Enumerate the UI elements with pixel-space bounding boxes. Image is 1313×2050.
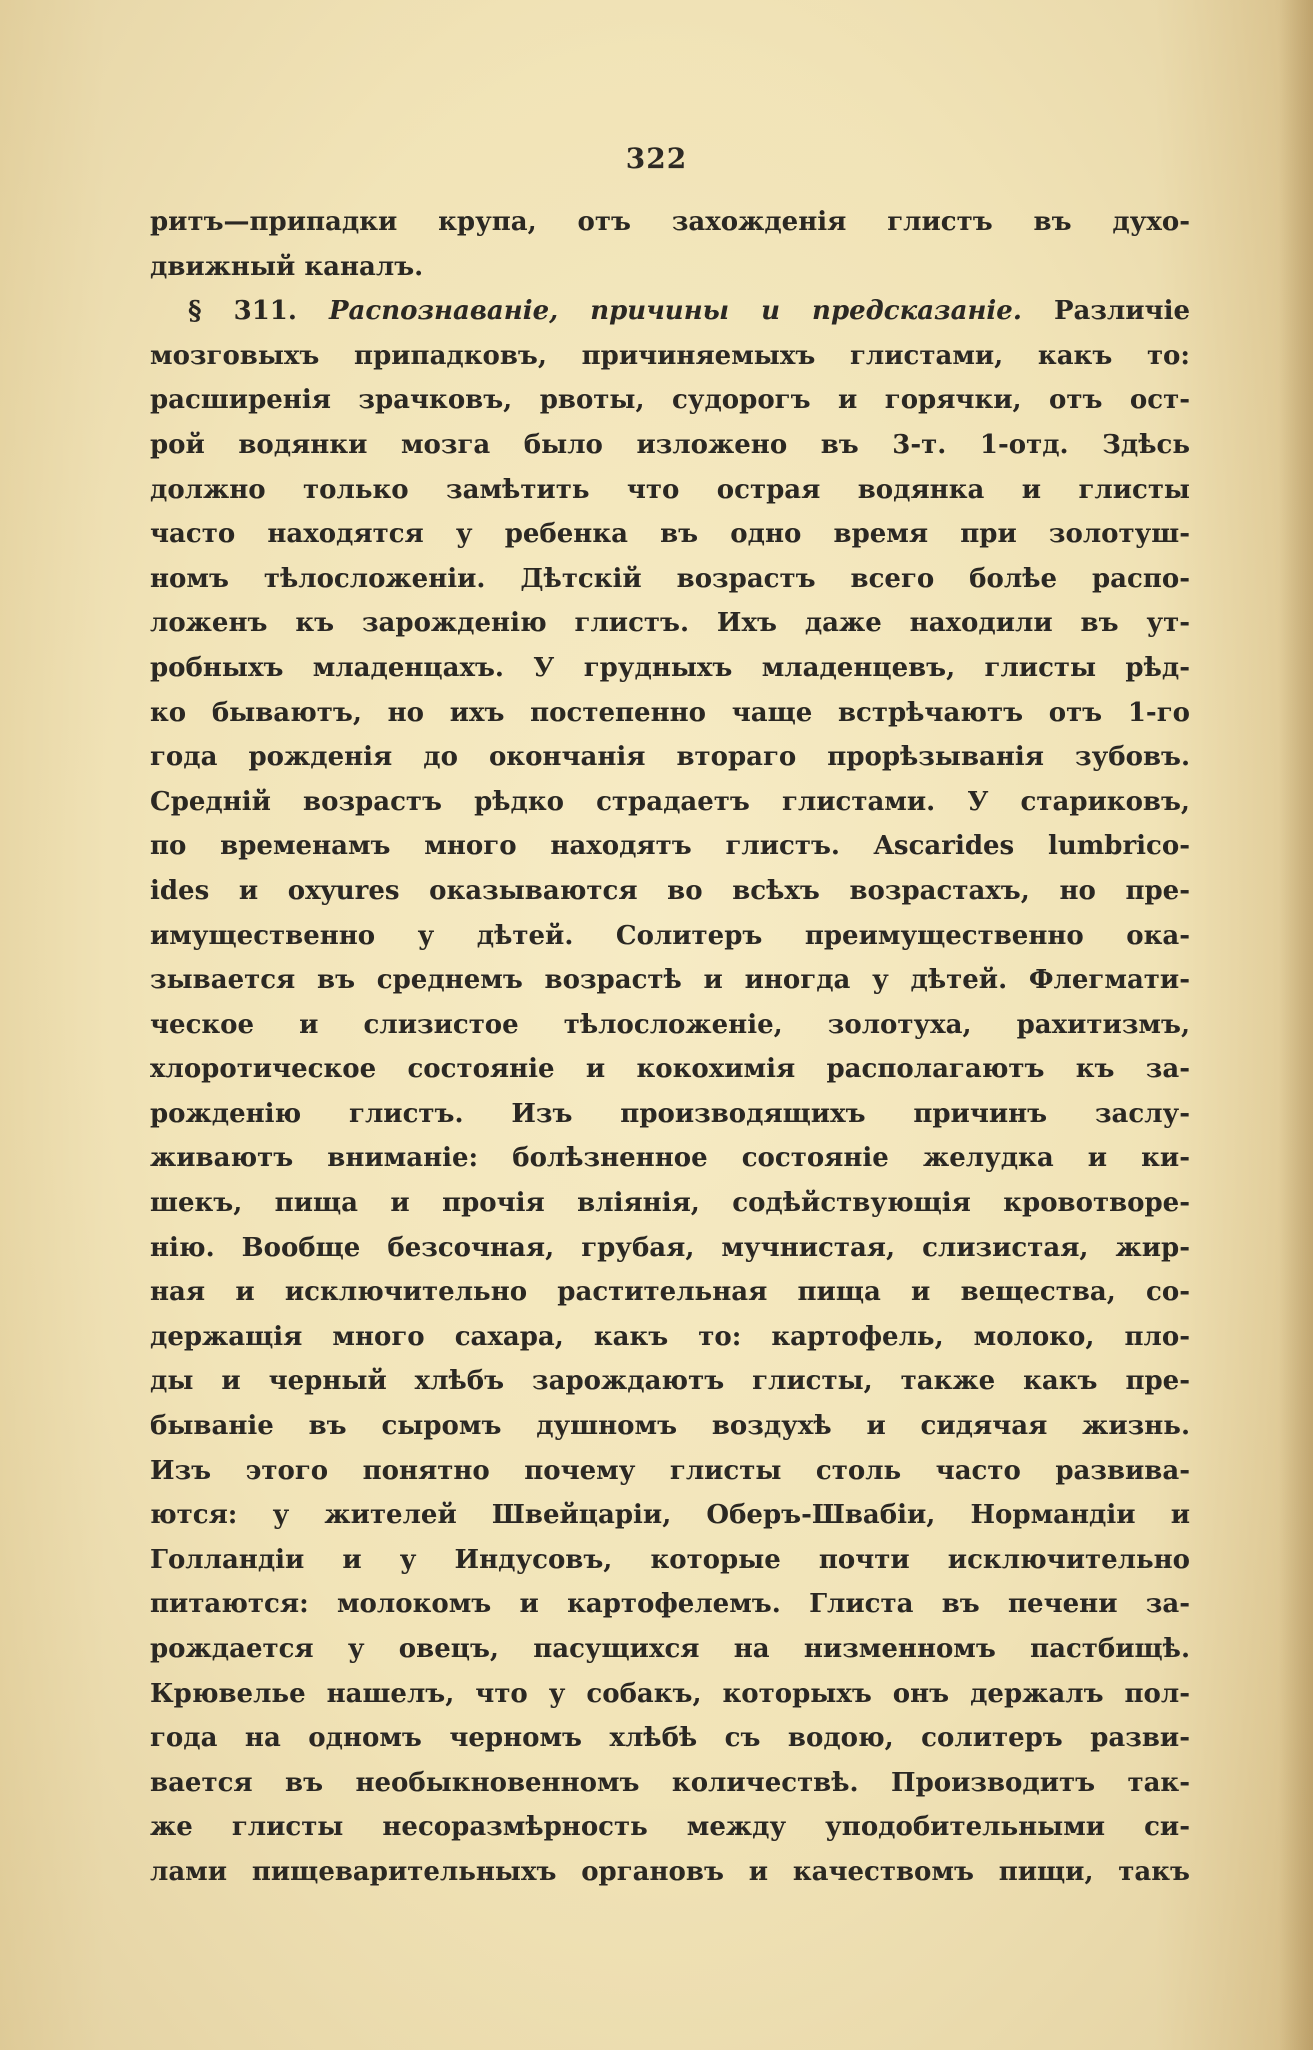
text-line: бываніе въ сыромъ душномъ воздухѣ и сидячая жизнь. [150, 1411, 1190, 1442]
text-line: Голландіи и у Индусовъ, которые почти исключительно [150, 1544, 1190, 1575]
text-line: ides и oxyures оказываются во всѣхъ возрастахъ, но пре- [150, 875, 1190, 906]
text-line: робныхъ младенцахъ. У грудныхъ младенцевъ, глисты рѣд- [150, 652, 1190, 683]
text-line: рождается у овецъ, пасущихся на низменномъ пастбищѣ. [150, 1634, 1190, 1664]
text-line: же глисты несоразмѣрность между уподобительными си- [150, 1812, 1190, 1843]
text-line: зывается въ среднемъ возрастѣ и иногда у дѣтей. Флегмати- [150, 965, 1190, 996]
text-line: рой водянки мозга было изложено въ 3-т. 1-отд. Здѣсь [150, 429, 1190, 460]
text-line: рожденію глистъ. Изъ производящихъ причинъ заслу- [150, 1098, 1190, 1129]
text-line: Крювелье нашелъ, что у собакъ, которыхъ онъ держалъ пол- [150, 1678, 1190, 1709]
text-line: Средній возрастъ рѣдко страдаетъ глистами. У стариковъ, [150, 786, 1190, 817]
section-start-line [150, 289, 1190, 334]
page-number: 322 [625, 142, 688, 175]
text-line: хлоротическое состояніе и кокохимія располагаютъ къ за- [150, 1054, 1190, 1085]
text-line: должно только замѣтить что острая водянка и глисты [150, 474, 1190, 505]
text-line: ко бываютъ, но ихъ постепенно чаще встрѣчаютъ отъ 1-го [150, 697, 1190, 728]
text-line: вается въ необыкновенномъ количествѣ. Производитъ так- [150, 1767, 1190, 1798]
text-line-fragment: Различіе [1053, 296, 1190, 327]
text-line: по временамъ много находятъ глистъ. Ascarides lumbrico- [150, 831, 1190, 862]
text-line: лами пищеварительныхъ органовъ и качествомъ пищи, такъ [150, 1856, 1190, 1887]
text-line: ды и черный хлѣбъ зарождаютъ глисты, также какъ пре- [150, 1366, 1190, 1397]
text-line: шекъ, пища и прочія вліянія, содѣйствующія кровотворе- [150, 1188, 1190, 1219]
text-line: ческое и слизистое тѣлосложеніе, золотуха, рахитизмъ, [150, 1009, 1190, 1040]
text-line: ритъ—припадки крупа, отъ захожденія глистъ въ духо- [150, 207, 1190, 237]
text-line: мозговыхъ припадковъ, причиняемыхъ глистами, какъ то: [150, 340, 1190, 371]
text-line: питаются: молокомъ и картофелемъ. Глиста въ печени за- [150, 1589, 1190, 1620]
text-line: Изъ этого понятно почему глисты столь часто развива- [150, 1455, 1190, 1486]
text-line: года на одномъ черномъ хлѣбѣ съ водою, солитеръ разви- [150, 1723, 1190, 1754]
text-line: живаютъ вниманіе: болѣзненное состояніе желудка и ки- [150, 1143, 1190, 1174]
text-line: ложенъ къ зарожденію глистъ. Ихъ даже находили въ ут- [150, 608, 1190, 639]
text-line: держащія много сахара, какъ то: картофель, молоко, пло- [150, 1321, 1190, 1352]
section-heading: Распознаванiе, причины и предсказанiе. [328, 296, 1022, 327]
text-line: года рожденія до окончанія втораго прорѣзыванія зубовъ. [150, 742, 1190, 773]
text-line: ются: у жителей Швейцаріи, Оберъ-Швабіи, Нормандіи и [150, 1500, 1190, 1531]
text-line: нію. Вообще безсочная, грубая, мучнистая, слизистая, жир- [150, 1232, 1190, 1263]
section-number: § 311. [188, 296, 297, 327]
text-line: ная и исключительно растительная пища и вещества, со- [150, 1277, 1190, 1308]
text-line: расширенія зрачковъ, рвоты, судорогъ и горячки, отъ ост- [150, 385, 1190, 416]
text-line: имущественно у дѣтей. Солитеръ преимущественно ока- [150, 920, 1190, 951]
text-line: часто находятся у ребенка въ одно время при золотуш- [150, 519, 1190, 550]
text-line: движный каналъ. [150, 251, 424, 282]
page-text [150, 200, 1190, 1895]
text-line: номъ тѣлосложеніи. Дѣтскій возрастъ всего болѣе распо- [150, 563, 1190, 594]
